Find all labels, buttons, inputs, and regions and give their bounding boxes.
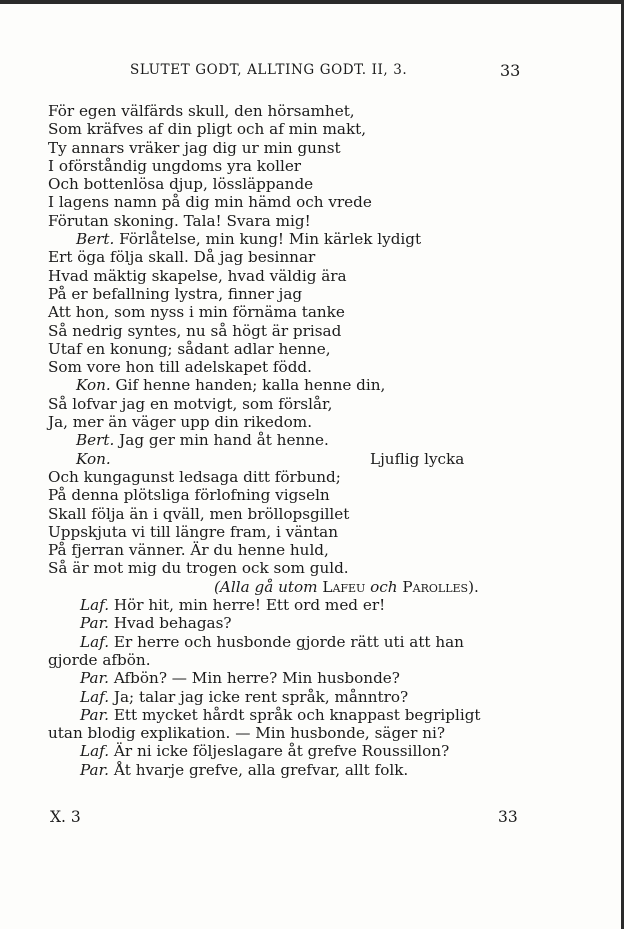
verse-line: Som vore hon till adelskapet född.: [48, 358, 312, 377]
verse-line: Utaf en konung; sådant adlar henne,: [48, 339, 331, 358]
speech-line: [48, 376, 538, 394]
verse-line: Så nedrig syntes, nu så högt är prisad: [48, 321, 342, 340]
page-number-bottom: 33: [498, 808, 518, 826]
speaker-name: Par.: [80, 669, 110, 688]
play-text: [48, 102, 538, 779]
speech-line: [48, 742, 538, 760]
speaker-name: Laf.: [80, 687, 110, 706]
speech-text: Jag ger min hand åt henne.: [119, 431, 329, 450]
verse-line: På fjerran vänner. Är du henne huld,: [48, 541, 329, 560]
speaker-name: Laf.: [80, 742, 110, 761]
speech-text: Er herre och husbonde gjorde rätt uti att han: [113, 632, 464, 651]
speaker-name: Par.: [80, 760, 110, 779]
character-name: Parolles: [402, 577, 469, 596]
verse-line: Ja, mer än väger upp din rikedom.: [48, 413, 313, 432]
speaker-name: Bert.: [76, 230, 115, 249]
verse-line: Och bottenlösa djup, lössläppande: [48, 175, 314, 194]
verse-line: Att hon, som nyss i min förnäma tanke: [48, 303, 345, 322]
speech-text: Ett mycket hårdt språk och knappast begripligt: [113, 705, 481, 724]
signature-mark: X. 3: [50, 808, 81, 826]
verse-line: Så är mot mig du trogen ock som guld.: [48, 559, 349, 578]
speaker-name: Laf.: [80, 632, 110, 651]
verse-line: Och kungagunst ledsaga ditt förbund;: [48, 467, 341, 486]
speech-line: [48, 669, 538, 687]
speaker-name: Laf.: [80, 596, 110, 615]
speech-text: Hör hit, min herre! Ett ord med er!: [113, 596, 386, 615]
character-name: Lafeu: [322, 577, 366, 596]
speech-continuation: gjorde afbön.: [48, 650, 151, 669]
verse-line: I lagens namn på dig min hämd och vrede: [48, 193, 372, 212]
speech-text: Gif henne handen; kalla henne din,: [115, 376, 386, 395]
speech-text: Ljuflig lycka: [370, 449, 465, 468]
speaker-name: Bert.: [76, 431, 115, 450]
verse-line: Uppskjuta vi till längre fram, i väntan: [48, 522, 339, 541]
verse-line: Skall följa än i qväll, men bröllopsgillet: [48, 504, 350, 523]
speaker-name: Par.: [80, 614, 110, 633]
speech-line: [48, 450, 538, 468]
speech-line: [48, 761, 538, 779]
speech-line: [48, 706, 538, 724]
verse-line: I oförståndig ungdoms yra koller: [48, 156, 302, 175]
speech-line: [48, 596, 538, 614]
page-footer: [0, 808, 624, 828]
speech-text: Åt hvarje grefve, alla grefvar, allt folk.: [113, 760, 409, 779]
verse-line: Hvad mäktig skapelse, hvad väldig ära: [48, 266, 347, 285]
speech-text: Afbön? — Min herre? Min husbonde?: [113, 669, 400, 688]
speech-line: [48, 688, 538, 706]
speaker-name: Kon.: [76, 449, 111, 468]
speech-text: Ja; talar jag icke rent språk, månntro?: [113, 687, 409, 706]
speech-continuation: utan blodig explikation. — Min husbonde, säger ni?: [48, 724, 446, 743]
running-head: SLUTET GODT, ALLTING GODT. II, 3.: [130, 62, 408, 78]
stage-direction: (Alla gå utom Lafeu och Parolles).: [214, 577, 479, 596]
page-number-top: 33: [500, 61, 521, 80]
speech-line: [48, 431, 538, 449]
speaker-name: Par.: [80, 705, 110, 724]
verse-line: Som kräfves af din pligt och af min makt,: [48, 120, 367, 139]
verse-line: Ty annars vräker jag dig ur min gunst: [48, 138, 341, 157]
verse-line: För egen välfärds skull, den hörsamhet,: [48, 102, 355, 120]
verse-line: Förutan skoning. Tala! Svara mig!: [48, 211, 311, 230]
speech-text: Är ni icke följeslagare åt grefve Roussillon?: [113, 742, 450, 761]
speech-line: [48, 230, 538, 248]
verse-line: På er befallning lystra, finner jag: [48, 284, 303, 303]
speech-line: [48, 633, 538, 651]
page-header: [0, 62, 624, 82]
speaker-name: Kon.: [76, 376, 111, 395]
speech-text: Förlåtelse, min kung! Min kärlek lydigt: [119, 230, 422, 249]
verse-line: Så lofvar jag en motvigt, som förslår,: [48, 394, 333, 413]
speech-text: Hvad behagas?: [113, 614, 232, 633]
verse-line: Ert öga följa skall. Då jag besinnar: [48, 248, 316, 267]
verse-line: På denna plötsliga förlofning vigseln: [48, 486, 330, 505]
speech-line: [48, 614, 538, 632]
scan-edge-top: [0, 0, 624, 4]
